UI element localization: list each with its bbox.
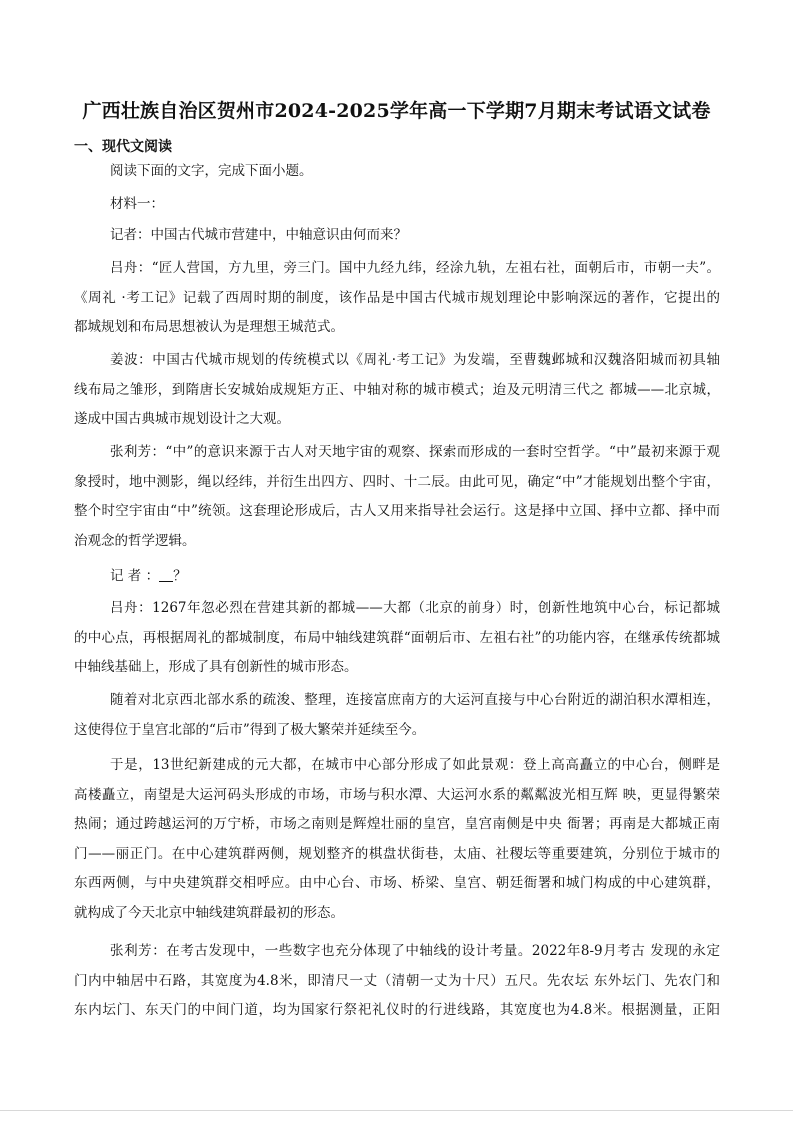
text-line: 东西两侧，与中央建筑群交相呼应。由中心台、市场、桥梁、皇宫、朝廷衙署和城门构成的中心建筑群， [74, 875, 720, 891]
text-line: 都城规划和布局思想被认为是理想王城范式。 [74, 319, 344, 335]
text-line: 吕舟：“匠人营国，方九里，旁三门。国中九经九纬，经涂九轨，左祖右社，面朝后市，市朝一夫”。 [110, 260, 720, 276]
text-line: 整个时空宇宙由“中”统领。这套理论形成后，古人又用来指导社会运行。这是择中立国、择中立都、择中而 [74, 503, 720, 519]
question-mark: ？ [173, 568, 187, 584]
text-line: 《周礼 ·考工记》记载了西周时期的制度，该作品是中国古代城市规划理论中影响深远的著作，它提出的 [74, 289, 720, 306]
page-title: 广西壮族自治区贺州市2024-2025学年高一下学期7月期末考试语文试卷 [82, 100, 711, 122]
fill-in-question [74, 562, 720, 592]
text-line: 吕舟：1267年忽必烈在营建其新的都城——大都（北京的前身）时，创新性地筑中心台，标记都城 [110, 600, 720, 616]
page-bottom-rule [0, 1110, 793, 1111]
text-line: 姜波：中国古代城市规划的传统模式以《周礼·考工记》为发端，至曹魏邺城和汉魏洛阳城而初具轴 [110, 352, 720, 368]
body-paragraph [74, 751, 720, 928]
answer-blank [159, 567, 173, 582]
body-paragraph [74, 686, 720, 745]
interview-paragraph [74, 438, 720, 556]
speaker-label: 记 者 ： [110, 568, 160, 584]
text-line: 治观念的哲学逻辑。 [74, 532, 196, 549]
section-heading: 一、现代文阅读 [74, 139, 172, 155]
text-line: 就构成了今天北京中轴线建筑群最初的形态。 [74, 904, 344, 921]
text-line: 记者：中国古代城市营建中，中轴意识由何而来？ [110, 227, 407, 243]
text-line: 象授时，地中测影，绳以经纬，并衍生出四方、四时、十二辰。由此可见，确定“中”才能规划出整个宇宙， [74, 473, 720, 490]
text-line: 张利芳：“中”的意识来源于古人对天地宇宙的观察、探索而形成的一套时空哲学。“中”最初来源于观 [110, 444, 720, 460]
text-line: 中轴线基础上，形成了具有创新性的城市形态。 [74, 659, 358, 675]
text-line: 门——丽正门。在中心建筑群两侧，规划整齐的棋盘状街巷，太庙、社稷坛等重要建筑，分别位于城市的 [74, 845, 720, 862]
text-line: 线布局之雏形，到隋唐长安城始成规矩方正、中轴对称的城市模式；迨及元明清三代之 都城——北京城， [74, 381, 720, 398]
text-line: 阅读下面的文字，完成下面小题。 [110, 163, 313, 179]
material-label [74, 190, 720, 220]
text-line: 遂成中国古典城市规划设计之大观。 [74, 411, 290, 427]
text-line [74, 562, 720, 592]
text-line: 高楼矗立，南望是大运河码头形成的市场，市场与积水潭、大运河水系的粼粼波光相互辉 映，更显得繁荣 [74, 786, 720, 803]
text-line: 材料一： [110, 196, 164, 212]
text-line: 于是，13世纪新建成的元大都，在城市中心部分形成了如此景观：登上高高矗立的中心台，侧畔是 [110, 757, 720, 773]
text-line: 张利芳：在考古发现中，一些数字也充分体现了中轴线的设计考量。2022年8-9月考古 发现的永定 [110, 943, 720, 959]
instruction-paragraph [74, 157, 720, 187]
interview-paragraph [74, 594, 720, 683]
text-line: 热闹；通过跨越运河的万宁桥，市场之南则是辉煌壮丽的皇宫，皇宫南侧是中央 衙署；再南是大都城正南 [74, 816, 720, 832]
text-line: 随着对北京西北部水系的疏浚、整理，连接富庶南方的大运河直接与中心台附近的湖泊积水潭相连， [110, 692, 720, 708]
text-line: 这使得位于皇宫北部的“后市”得到了极大繁荣并延续至今。 [74, 721, 426, 738]
interview-question [74, 221, 720, 251]
interview-paragraph [74, 254, 720, 343]
interview-paragraph [74, 937, 720, 1026]
text-line: 门内中轴居中石路，其宽度为4.8米，即清尺一丈（清朝一丈为十尺）五尺。先农坛 东外坛门、先农门和 [74, 972, 720, 989]
interview-paragraph [74, 346, 720, 435]
text-line: 的中心点，再根据周礼的都城制度，布局中轴线建筑群“面朝后市、左祖右社”的功能内容，在继承传统都城 [74, 629, 720, 646]
text-line: 东内坛门、东天门的中间门道，均为国家行祭祀礼仪时的行进线路，其宽度也为4.8米。根据测量，正阳 [74, 1002, 720, 1018]
